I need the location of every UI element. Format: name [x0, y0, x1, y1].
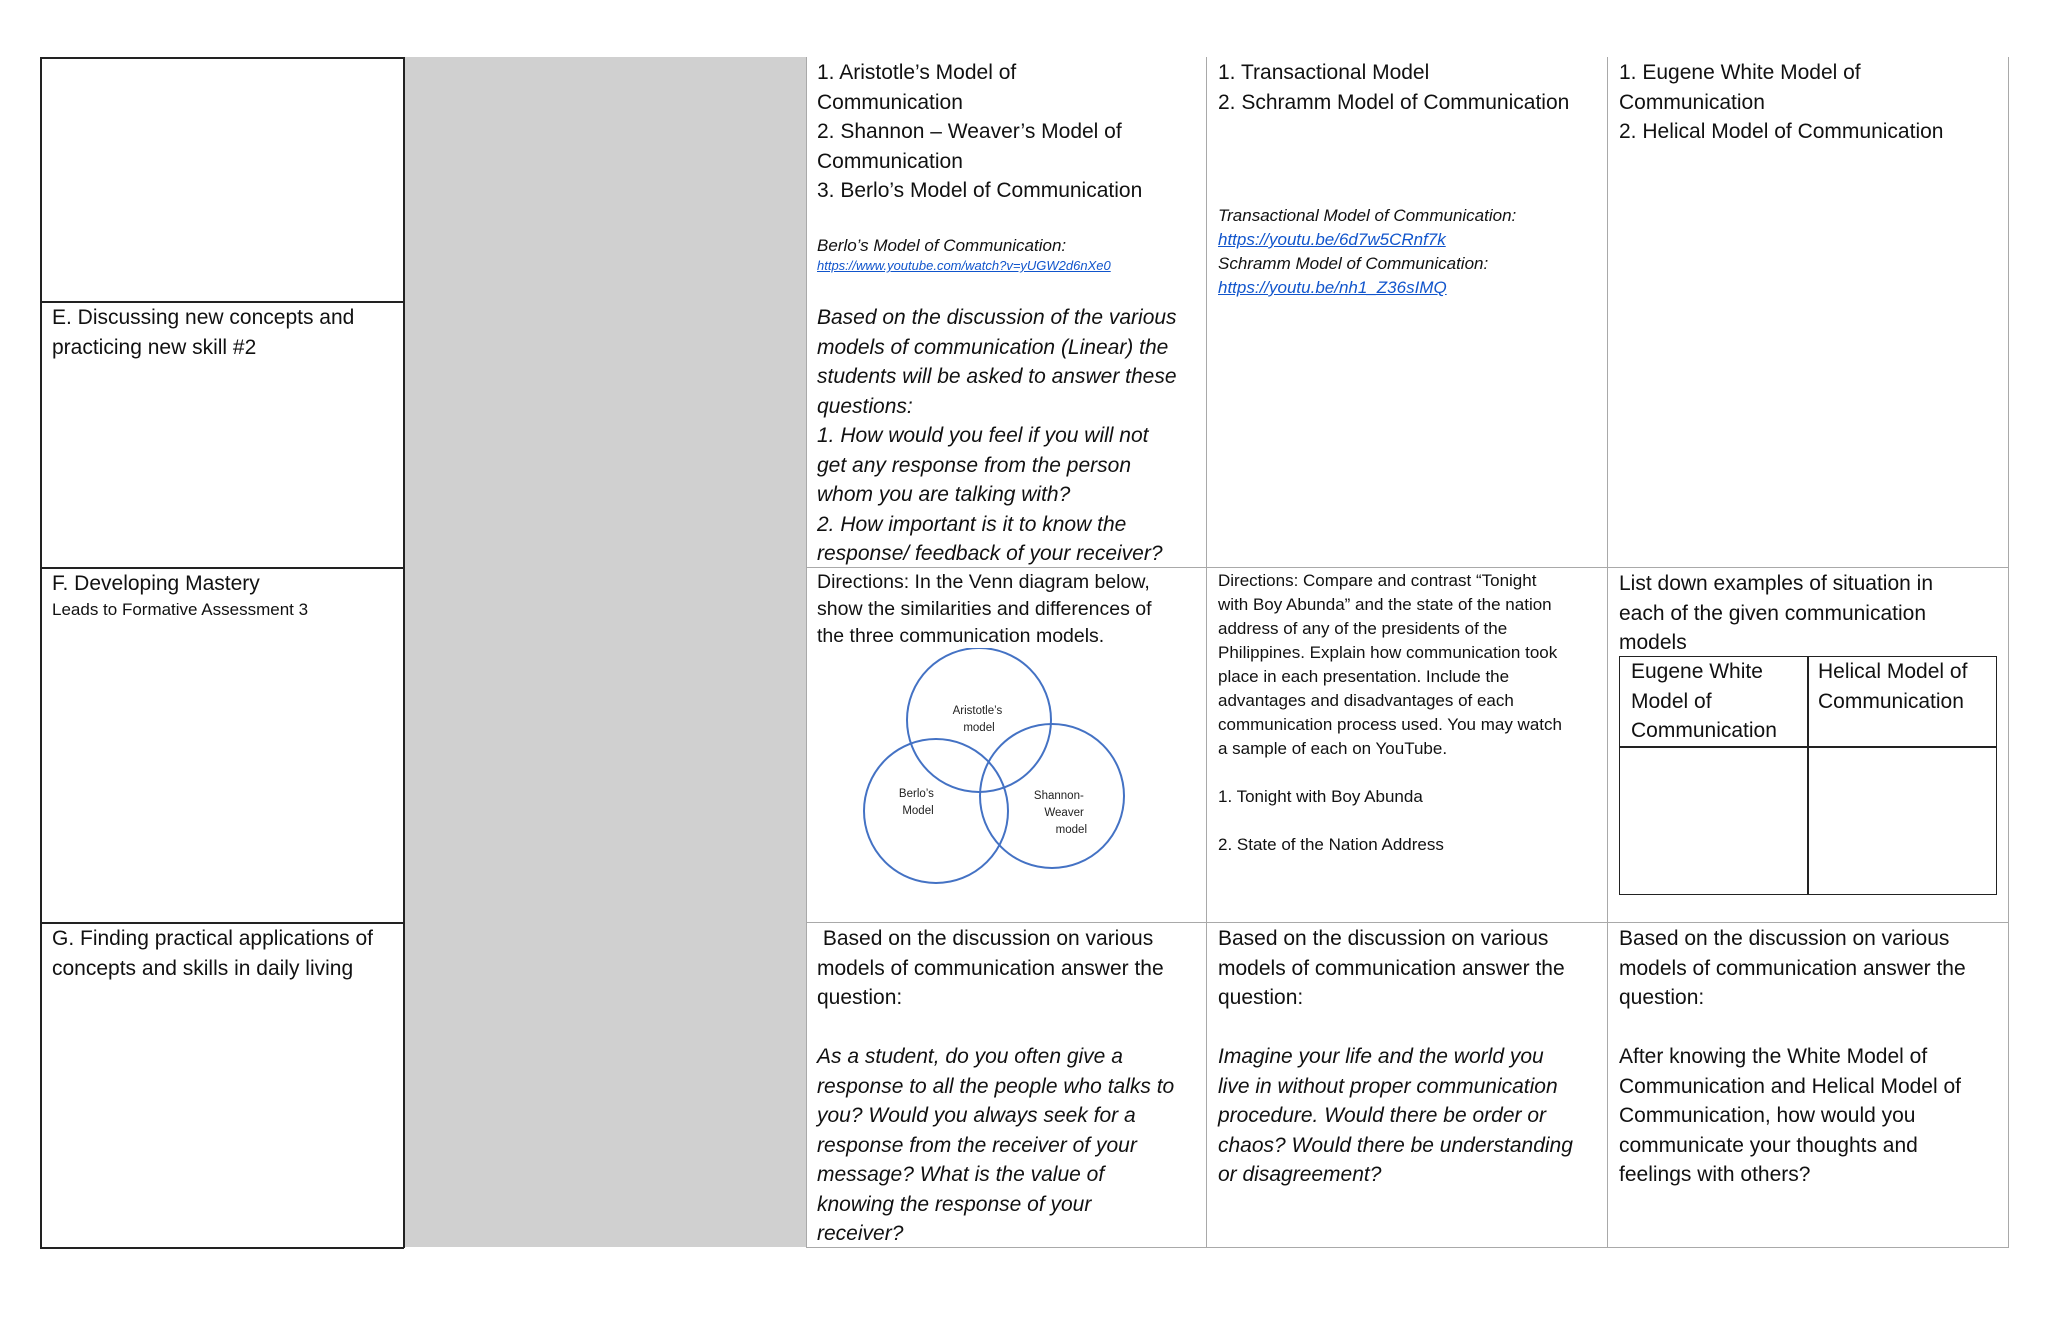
row-e-col1-video: Berlo’s Model of Communication: https://www.youtube.com/watch?v=yUGW2d6nXe0 — [817, 234, 1202, 274]
examples-table-col-divider — [1807, 657, 1809, 894]
berlo-video-link[interactable]: https://www.youtube.com/watch?v=yUGW2d6nXe0 — [817, 258, 1111, 273]
venn-label-aristotle: Aristotle’s model — [952, 705, 1003, 734]
table-border-col2 — [1206, 57, 1207, 1248]
row-g-col2: Based on the discussion on various models of communication answer the question: Imagine your life and the world you live in without proper communication procedure. Would there be order or chaos? Would there be understanding or disagreement? — [1218, 924, 1603, 1190]
shaded-column — [404, 57, 806, 1247]
venn-circle-aristotle — [907, 648, 1051, 792]
transactional-video-link[interactable]: https://youtu.be/6d7w5CRnf7k — [1218, 230, 1446, 249]
table-border-col3 — [1607, 57, 1608, 1248]
row-e-col2-videos: Transactional Model of Communication: https://youtu.be/6d7w5CRnf7k Schramm Model of Communication: https://youtu.be/nh1_Z36sIMQ — [1218, 204, 1603, 300]
table-border-right — [2008, 57, 2009, 1248]
row-g-col1: Based on the discussion on various models of communication answer the question: As a student, do you often give a response to all the people who talks to you? Would you always seek for a response from the receiver of your message? What is the value of knowing the response of your receiver? — [817, 924, 1202, 1249]
row-g-col1-question: As a student, do you often give a response to all the people who talks to you? Would you always seek for a response from the receiver of your message? What is the value of knowing the response of your receiver? — [817, 1045, 1175, 1245]
row-divider-f-g — [806, 922, 2009, 923]
venn-diagram — [855, 648, 1135, 888]
row-e-col3-models: 1. Eugene White Model of Communication 2. Helical Model of Communication — [1619, 61, 1944, 143]
examples-table-header-white: Eugene White Model of Communication — [1631, 660, 1777, 742]
venn-label-berlo: Berlo’s Model — [898, 788, 934, 817]
row-g-col2-question: Imagine your life and the world you live in without proper communication procedure. Would there be order or chaos? Would there be understanding or disagreement? — [1218, 1045, 1573, 1186]
table-border-bottom-label — [40, 1247, 404, 1249]
table-border-col1 — [806, 57, 807, 1248]
row-e-col2-models: 1. Transactional Model 2. Schramm Model of Communication — [1218, 61, 1570, 114]
row-g-label: G. Finding practical applications of concepts and skills in daily living — [52, 927, 373, 980]
table-border-label-right — [403, 57, 405, 1248]
row-g-col3-question: After knowing the White Model of Communication and Helical Model of Communication, how would you communicate your thoughts and feelings with others? — [1619, 1045, 1961, 1186]
row-e-col1-models: 1. Aristotle’s Model of Communication 2. Shannon – Weaver’s Model of Communication 3. Berlo’s Model of Communication — [817, 61, 1143, 202]
schramm-video-link[interactable]: https://youtu.be/nh1_Z36sIMQ — [1218, 278, 1447, 297]
row-f-col2-directions: Directions: Compare and contrast “Tonight with Boy Abunda” and the state of the nation address of any of the presidents of the Philippines. Explain how communication took place in each presentation. Include the advantages and disadvantages of each communication process used. You may watch a sample of each on YouTube. 1. Tonight with Boy Abunda 2. State of the Nation Address — [1218, 571, 1562, 854]
row-g-col3: Based on the discussion on various models of communication answer the question: After knowing the White Model of Communication and Helical Model of Communication, how would you communicate your thoughts and feelings with others? — [1619, 924, 2004, 1190]
table-border-top-label — [40, 57, 404, 59]
venn-circle-berlo — [864, 739, 1008, 883]
examples-table-row-divider — [1620, 746, 1996, 748]
table-border-left — [40, 57, 42, 1248]
examples-table-header-helical: Helical Model of Communication — [1818, 660, 1968, 713]
row-f-label: F. Developing Mastery Leads to Formative Assessment 3 — [52, 572, 309, 619]
row-e-col1-question: Based on the discussion of the various models of communication (Linear) the students will be asked to answer these questions: 1. How would you feel if you will not get any response from the person whom you are talking with? 2. How important is it to know the response/ feedback of your receiver? — [817, 306, 1177, 565]
venn-label-shannon: Shannon- Weaver model — [1033, 790, 1087, 836]
examples-table — [1619, 656, 1997, 895]
row-f-col3-intro: List down examples of situation in each of the given communication models — [1619, 572, 1934, 654]
row-f-col1-directions: Directions: In the Venn diagram below, show the similarities and differences of the three communication models. — [817, 571, 1152, 647]
row-e-label: E. Discussing new concepts and practicing new skill #2 — [52, 306, 355, 359]
